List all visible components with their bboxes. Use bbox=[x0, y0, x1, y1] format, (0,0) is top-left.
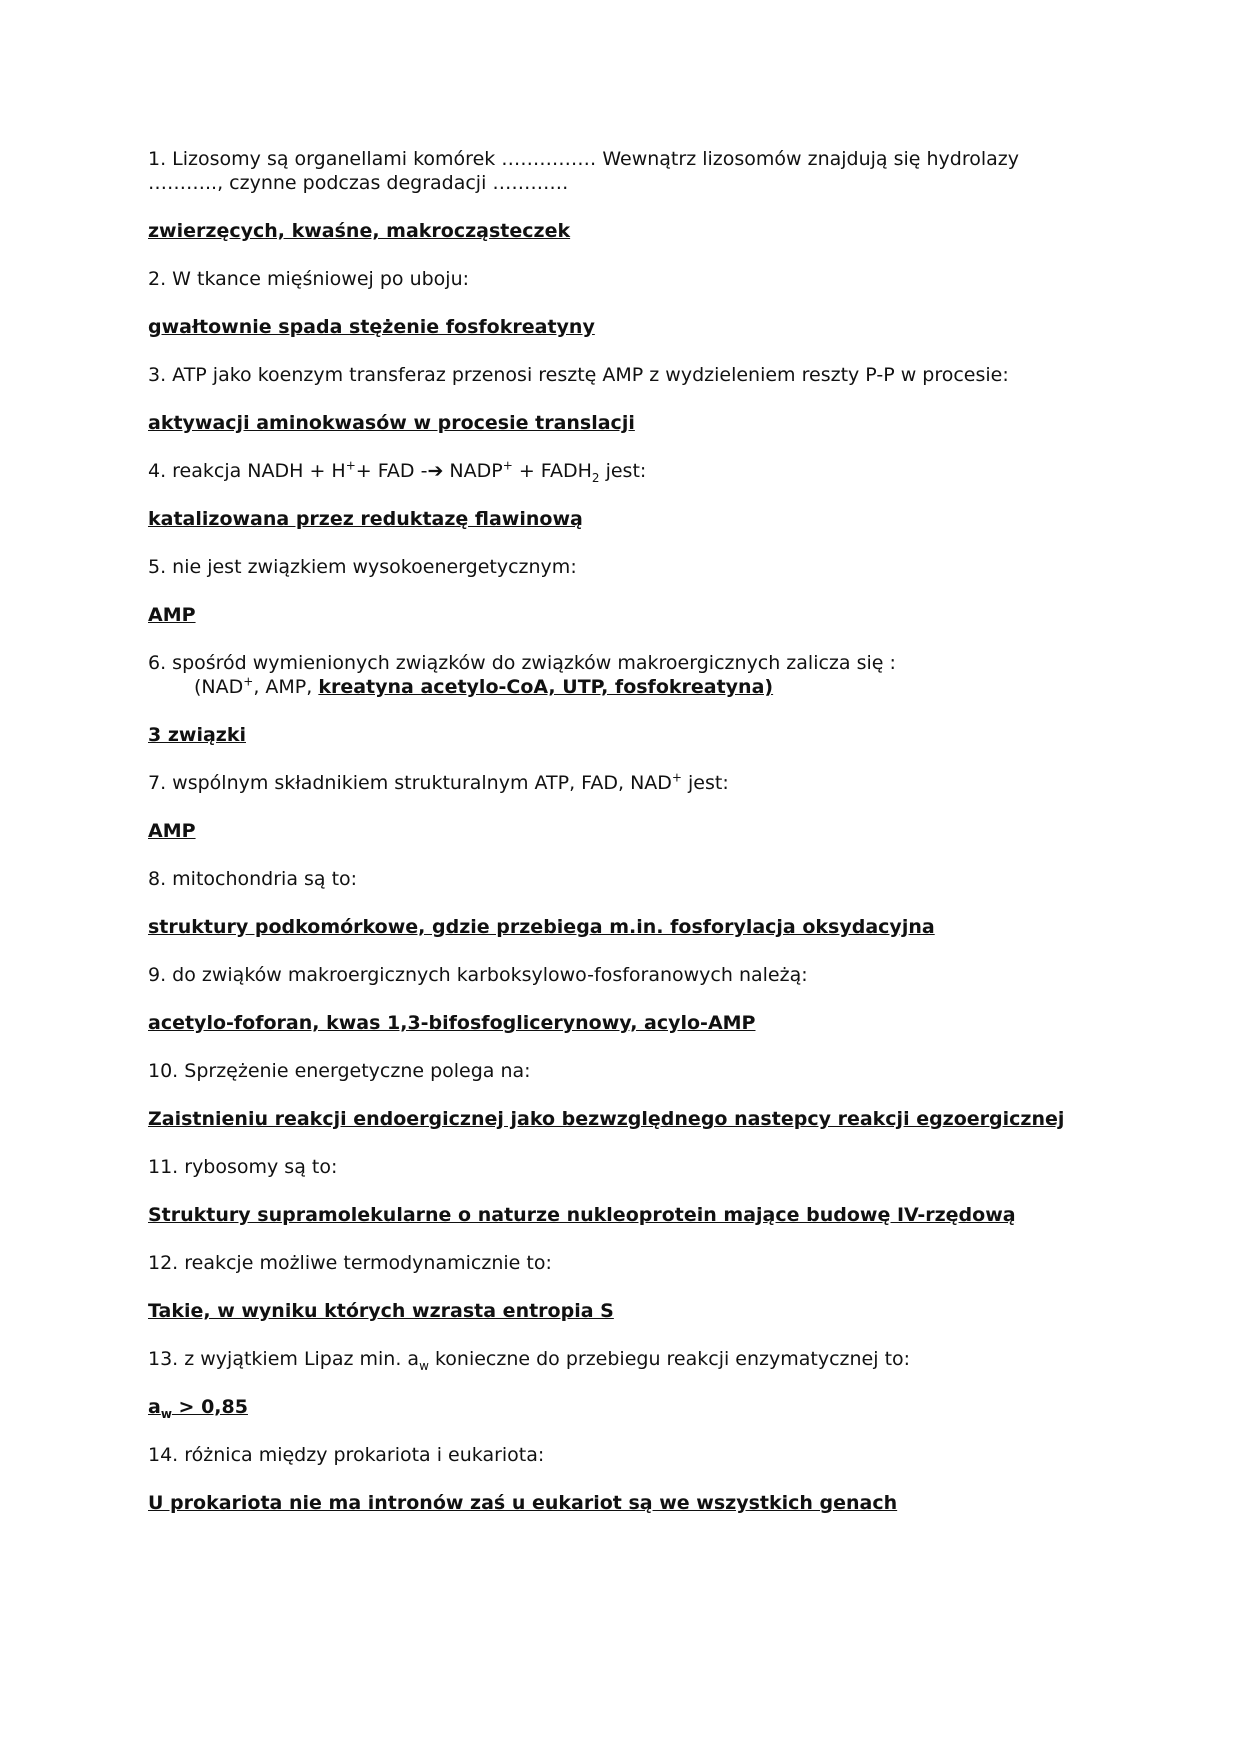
q7-part-1: 7. wspólnym składnikiem strukturalnym ATP, FAD, NAD bbox=[148, 772, 672, 794]
question-1-line-2: ……….., czynne podczas degradacji ………… bbox=[148, 172, 569, 194]
question-4 bbox=[148, 459, 1048, 483]
answer-11: Struktury supramolekularne o naturze nukleoprotein mające budowę IV-rzędową bbox=[148, 1204, 1016, 1226]
question-14: 14. różnica między prokariota i eukariota: bbox=[148, 1444, 545, 1466]
a13-part-1: a bbox=[148, 1396, 161, 1418]
a13-part-2: > 0,85 bbox=[171, 1396, 248, 1418]
question-6 bbox=[148, 651, 1048, 699]
question-1 bbox=[148, 147, 1048, 195]
q4-part-4: + FADH bbox=[512, 460, 592, 482]
question-8: 8. mitochondria są to: bbox=[148, 868, 358, 890]
answer-4: katalizowana przez reduktazę flawinową bbox=[148, 508, 583, 530]
answer-9: acetylo-foforan, kwas 1,3-bifosfoglicerynowy, acylo-AMP bbox=[148, 1012, 756, 1034]
arrow-icon: ➔ bbox=[427, 460, 444, 482]
q6-bold-part: kreatyna acetylo-CoA, UTP, fosfokreatyna) bbox=[318, 676, 774, 698]
q13-part-2: konieczne do przebiegu reakcji enzymatycznej to: bbox=[428, 1348, 911, 1370]
q7-sup: + bbox=[671, 770, 682, 785]
answer-7: AMP bbox=[148, 820, 196, 842]
a13-sub: w bbox=[160, 1406, 172, 1421]
q4-sup-1: + bbox=[345, 458, 356, 473]
answer-5: AMP bbox=[148, 604, 196, 626]
q4-sup-2: + bbox=[502, 458, 513, 473]
answer-6: 3 związki bbox=[148, 724, 246, 746]
question-1-line-1: 1. Lizosomy są organellami komórek …………… Wewnątrz lizosomów znajdują się hydrolazy bbox=[148, 148, 1020, 170]
q4-part-2: + FAD - bbox=[355, 460, 428, 482]
answer-2: gwałtownie spada stężenie fosfokreatyny bbox=[148, 316, 595, 338]
question-12: 12. reakcje możliwe termodynamicznie to: bbox=[148, 1252, 552, 1274]
q7-part-2: jest: bbox=[681, 772, 729, 794]
q13-part-1: 13. z wyjątkiem Lipaz min. a bbox=[148, 1348, 420, 1370]
q4-part-1: 4. reakcja NADH + H bbox=[148, 460, 346, 482]
question-5: 5. nie jest związkiem wysokoenergetycznym: bbox=[148, 556, 577, 578]
question-2: 2. W tkance mięśniowej po uboju: bbox=[148, 268, 470, 290]
answer-1: zwierzęcych, kwaśne, makrocząsteczek bbox=[148, 220, 571, 242]
question-3: 3. ATP jako koenzym transferaz przenosi resztę AMP z wydzieleniem reszty P-P w procesie: bbox=[148, 364, 1009, 386]
q6-part-1: (NAD bbox=[194, 676, 244, 698]
question-11: 11. rybosomy są to: bbox=[148, 1156, 338, 1178]
question-7 bbox=[148, 771, 1048, 795]
answer-8: struktury podkomórkowe, gdzie przebiega m.in. fosforylacja oksydacyjna bbox=[148, 916, 935, 938]
answer-12: Takie, w wyniku których wzrasta entropia S bbox=[148, 1300, 614, 1322]
question-10: 10. Sprzężenie energetyczne polega na: bbox=[148, 1060, 531, 1082]
q13-sub: w bbox=[419, 1358, 429, 1373]
q6-sup: + bbox=[243, 674, 254, 689]
question-6-line-1: 6. spośród wymienionych związków do związków makroergicznych zalicza się : bbox=[148, 652, 896, 674]
q4-part-3: NADP bbox=[443, 460, 503, 482]
answer-14: U prokariota nie ma intronów zaś u eukariot są we wszystkich genach bbox=[148, 1492, 898, 1514]
question-13 bbox=[148, 1347, 1048, 1371]
q6-part-2: , AMP, bbox=[253, 676, 319, 698]
question-9: 9. do zwiąków makroergicznych karboksylowo-fosforanowych należą: bbox=[148, 964, 808, 986]
answer-13 bbox=[148, 1395, 1048, 1419]
answer-3: aktywacji aminokwasów w procesie translacji bbox=[148, 412, 635, 434]
answer-10: Zaistnieniu reakcji endoergicznej jako bezwzględnego nastepcy reakcji egzoergicznej bbox=[148, 1108, 1065, 1130]
q4-sub-1: 2 bbox=[591, 470, 600, 485]
question-6-line-2 bbox=[148, 675, 1048, 699]
q4-part-5: jest: bbox=[599, 460, 647, 482]
